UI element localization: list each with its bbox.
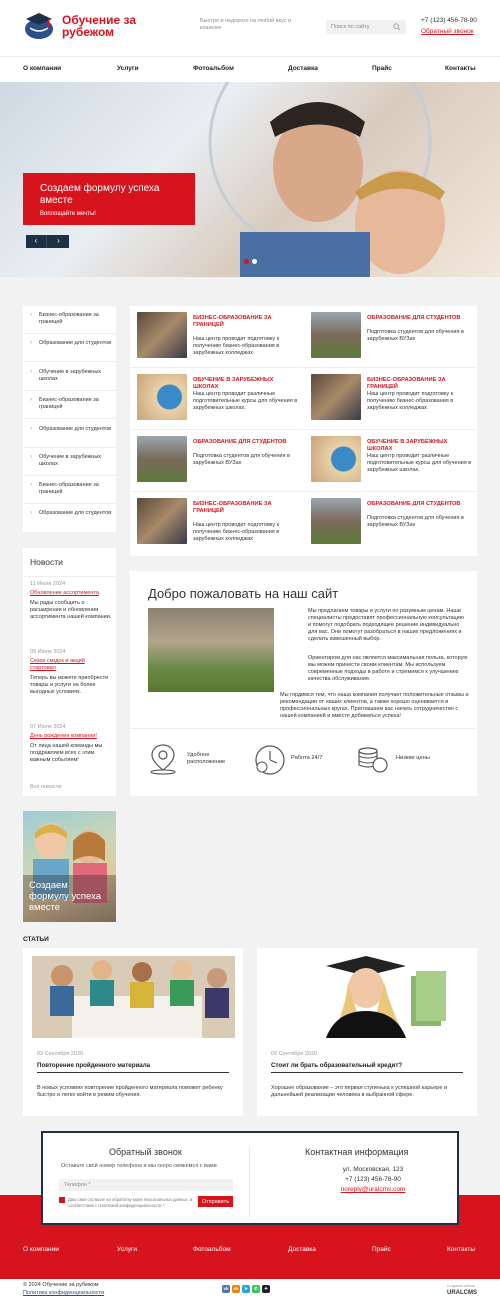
news-title-link[interactable]: День рождения компании! bbox=[30, 733, 97, 739]
service-image bbox=[137, 498, 187, 544]
ok-icon[interactable]: ok bbox=[233, 1286, 239, 1291]
article-title[interactable]: Стоит ли брать образовательный кредит? bbox=[271, 1062, 403, 1069]
article-text: В новых условиях повторение пройденного материала поможет ребенку быстро и легко войти в режим обучения. bbox=[37, 1085, 223, 1098]
welcome-paragraph: Мы предлагаем товары и услуги по разумным ценам. Наши специалисты предоставят профессиональную консультацию и помогут подобрать подходящее решение индивидуально для вас. Они помогут разобраться в наших предложениях и сделать взвешенный выбор. bbox=[308, 608, 464, 642]
article-title[interactable]: Повторение пройденного материала bbox=[37, 1062, 151, 1069]
service-text: Подготовка студентов для обучения в зарубежных ВУЗах bbox=[193, 453, 290, 466]
service-image bbox=[137, 312, 187, 358]
privacy-policy-link[interactable]: Политика конфиденциальности bbox=[23, 1290, 105, 1296]
nav-services[interactable]: Услуги bbox=[117, 65, 139, 72]
contact-phone[interactable]: +7 (123) 456-78-90 bbox=[345, 1176, 401, 1183]
service-title[interactable]: ОБРАЗОВАНИЕ ДЛЯ СТУДЕНТОВ bbox=[367, 315, 461, 321]
whatsapp-icon[interactable]: ✆ bbox=[252, 1285, 260, 1293]
sidebar-item-label: Бизнес-образование за границей bbox=[39, 482, 99, 495]
feature-label: Удобное расположение bbox=[187, 752, 226, 765]
service-image bbox=[311, 498, 361, 544]
sidebar-item[interactable] bbox=[23, 306, 116, 334]
vk-icon[interactable]: vk bbox=[223, 1286, 229, 1291]
developer-label: Создание сайтов bbox=[447, 1284, 475, 1288]
news-date: 09 Июля 2024 bbox=[30, 649, 66, 655]
welcome-block bbox=[130, 571, 477, 796]
service-title[interactable]: БИЗНЕС-ОБРАЗОВАНИЕ ЗА ГРАНИЦЕЙ bbox=[367, 377, 446, 390]
sidebar-item-label: Обучение в зарубежных школах bbox=[39, 369, 102, 382]
callback-subtitle: Оставьте свой номер телефона и мы скоро свяжемся с вами bbox=[61, 1163, 217, 1169]
main-nav bbox=[0, 56, 500, 82]
nav-photo[interactable]: Фотоальбом bbox=[193, 65, 234, 72]
service-text: Наш центр проводит подготовку к получению бизнес-образования в зарубежных колледжах bbox=[193, 336, 280, 356]
nav-about[interactable]: О компании bbox=[23, 65, 62, 72]
chevron-right-icon: › bbox=[30, 454, 32, 460]
logo-text[interactable]: Обучение за рубежом bbox=[62, 13, 137, 39]
news-date: 07 Июля 2024 bbox=[30, 724, 66, 730]
sidebar-item-label: Обучение в зарубежных школах bbox=[39, 454, 102, 467]
sidebar-item[interactable] bbox=[23, 448, 116, 476]
slider-prev-button[interactable]: ‹ bbox=[26, 235, 47, 248]
service-image bbox=[137, 436, 187, 482]
slider-arrows bbox=[26, 235, 69, 248]
service-text: Наш центр проводит подготовку к получению бизнес-образования в зарубежных колледжах bbox=[193, 522, 280, 542]
telegram-icon[interactable]: ➤ bbox=[242, 1285, 250, 1293]
service-text: Наш центр проводит различные подготовительные курсы для обучения в зарубежных школах. bbox=[367, 453, 472, 473]
clock-24-icon bbox=[253, 743, 287, 777]
divider bbox=[130, 728, 477, 729]
service-card[interactable] bbox=[130, 492, 303, 554]
sidebar-item-label: Образование для студентов bbox=[39, 510, 112, 516]
logo-icon[interactable] bbox=[22, 10, 56, 40]
hero-caption bbox=[23, 173, 195, 225]
service-card[interactable] bbox=[304, 430, 477, 492]
news-date: 11 Июля 2024 bbox=[30, 581, 66, 587]
slider-dot-active[interactable] bbox=[244, 259, 249, 264]
divider bbox=[23, 576, 116, 577]
nav-contacts[interactable]: Контакты bbox=[445, 65, 476, 72]
consent-text: Даю свое согласие на обработку моих персональных данных, в соответствии с политикой конфиденциальности * bbox=[68, 1197, 193, 1208]
chevron-right-icon: › bbox=[30, 426, 32, 432]
service-card[interactable] bbox=[304, 492, 477, 554]
article-image bbox=[32, 956, 235, 1038]
service-text: Подготовка студентов для обучения в зарубежных ВУЗах bbox=[367, 515, 464, 528]
service-title[interactable]: БИЗНЕС-ОБРАЗОВАНИЕ ЗА ГРАНИЦЕЙ bbox=[193, 315, 272, 328]
welcome-paragraph: Ориентиром для нас является максимальная польза, которую мы можем принести своим клиентам. Мы используем современные подходы в работе и стремимся к улучшению качества обслуживания. bbox=[308, 655, 468, 682]
service-title[interactable]: ОБУЧЕНИЕ В ЗАРУБЕЖНЫХ ШКОЛАХ bbox=[367, 439, 448, 452]
contact-email[interactable]: noreply@uralcms.com bbox=[340, 1186, 406, 1193]
chevron-right-icon: › bbox=[30, 340, 32, 346]
welcome-image bbox=[148, 608, 274, 692]
article-date: 03 Сентября 2020 bbox=[271, 1051, 318, 1057]
news-item bbox=[30, 649, 112, 696]
header-phone[interactable]: +7 (123) 456-78-90 bbox=[421, 17, 477, 24]
service-card[interactable] bbox=[130, 306, 303, 368]
coins-icon bbox=[356, 743, 390, 775]
phone-field[interactable] bbox=[59, 1179, 233, 1191]
service-card[interactable] bbox=[304, 306, 477, 368]
hero-title: Создаем формулу успеха вместе bbox=[40, 183, 160, 206]
article-image bbox=[266, 956, 469, 1038]
divider bbox=[37, 1072, 229, 1073]
chevron-right-icon: › bbox=[30, 397, 32, 403]
promo-banner[interactable] bbox=[23, 811, 116, 922]
submit-button[interactable]: Отправить bbox=[198, 1196, 233, 1207]
sidebar-item-label: Образование для студентов bbox=[39, 340, 112, 346]
service-image bbox=[311, 312, 361, 358]
callback-link[interactable]: Обратный звонок bbox=[421, 28, 474, 35]
service-card[interactable] bbox=[130, 368, 303, 430]
sidebar-item[interactable] bbox=[23, 420, 116, 448]
news-title-link[interactable]: Обновление ассортимента bbox=[30, 590, 99, 596]
service-image bbox=[137, 374, 187, 420]
location-pin-icon bbox=[148, 743, 178, 775]
news-item bbox=[30, 581, 112, 621]
feature-label: Низкие цены bbox=[396, 755, 430, 761]
service-text: Подготовка студентов для обучения в зарубежных ВУЗах bbox=[367, 329, 464, 342]
footer-nav-contacts[interactable]: Контакты bbox=[447, 1246, 476, 1253]
chevron-right-icon: › bbox=[30, 312, 32, 318]
developer-logo[interactable]: URALCMS bbox=[447, 1290, 477, 1296]
divider bbox=[249, 1147, 250, 1217]
welcome-paragraph: Мы гордимся тем, что наша компания получает положительные отзывы и рекомендации от наших клиентов, а также хорошо оценивается в профессиональных кругах. Приглашаем вас начать сотрудничество с нашей компанией и вместе добиваться успеха! bbox=[280, 692, 469, 719]
service-text: Наш центр проводит подготовку к получению бизнес-образования в зарубежных колледжах bbox=[367, 391, 454, 411]
footer-nav-services[interactable]: Услуги bbox=[117, 1246, 137, 1253]
hero-subtitle: Воплощайте мечты! bbox=[40, 211, 96, 217]
sidebar-item-label: Бизнес-образование за границей bbox=[39, 312, 99, 325]
chevron-right-icon: › bbox=[30, 369, 32, 375]
service-title[interactable]: ОБРАЗОВАНИЕ ДЛЯ СТУДЕНТОВ bbox=[367, 501, 461, 507]
footer-nav-price[interactable]: Прайс bbox=[372, 1246, 391, 1253]
contact-address: ул. Московская, 123 bbox=[342, 1166, 404, 1173]
service-title[interactable]: ОБРАЗОВАНИЕ ДЛЯ СТУДЕНТОВ bbox=[193, 439, 287, 445]
sidebar-menu bbox=[23, 306, 116, 532]
promo-text: Создаем формулу успеха вместе bbox=[29, 880, 102, 913]
slogan: Быстро и недорого на любой вкус и кошелек bbox=[200, 18, 292, 31]
consent-checkbox[interactable] bbox=[59, 1197, 65, 1203]
search-box bbox=[326, 20, 406, 34]
sidebar-item[interactable] bbox=[23, 391, 116, 419]
news-block bbox=[23, 548, 116, 796]
callback-form bbox=[41, 1131, 459, 1225]
site-header bbox=[0, 0, 500, 56]
hero-slider bbox=[0, 82, 500, 277]
callback-title: Обратный звонок bbox=[109, 1147, 182, 1157]
sidebar-item[interactable] bbox=[23, 504, 116, 532]
footer-nav-delivery[interactable]: Доставка bbox=[288, 1246, 316, 1253]
footer-nav-about[interactable]: О компании bbox=[23, 1246, 59, 1253]
service-card[interactable] bbox=[130, 430, 303, 492]
site-footer bbox=[0, 1279, 500, 1305]
sidebar-item[interactable] bbox=[23, 334, 116, 362]
service-text: Наш центр проводит различные подготовительные курсы для обучения в зарубежных школах. bbox=[193, 391, 298, 411]
footer-nav-photo[interactable]: Фотоальбом bbox=[193, 1246, 231, 1253]
service-card[interactable] bbox=[304, 368, 477, 430]
article-card[interactable] bbox=[23, 948, 243, 1116]
sidebar-item-label: Бизнес-образование за границей bbox=[39, 397, 99, 410]
sidebar-item[interactable] bbox=[23, 363, 116, 391]
search-input[interactable] bbox=[331, 23, 391, 31]
services-grid bbox=[130, 306, 477, 556]
news-text: Мы рады сообщить о расширении и обновлении ассортимента нашей компании. bbox=[30, 600, 112, 620]
sidebar-item-label: Образование для студентов bbox=[39, 426, 112, 432]
slider-dot[interactable] bbox=[252, 259, 257, 264]
service-image bbox=[311, 374, 361, 420]
divider bbox=[271, 1072, 463, 1073]
all-news-link[interactable]: Все новости bbox=[30, 784, 62, 790]
news-item bbox=[30, 724, 112, 764]
copyright: © 2024 Обучение за рубежом bbox=[23, 1282, 99, 1288]
nav-price[interactable]: Прайс bbox=[372, 65, 392, 72]
news-heading: Новости bbox=[30, 557, 63, 567]
nav-delivery[interactable]: Доставка bbox=[288, 65, 318, 72]
feature-label: Работа 24/7 bbox=[291, 755, 323, 761]
news-text: От лица нашей команды мы поздравляем всех с этим важным событием! bbox=[30, 743, 103, 763]
articles-heading: СТАТЬИ bbox=[23, 936, 49, 943]
welcome-heading: Добро пожаловать на наш сайт bbox=[148, 586, 339, 601]
chevron-right-icon: › bbox=[30, 482, 32, 488]
article-card[interactable] bbox=[257, 948, 477, 1116]
service-title[interactable]: ОБУЧЕНИЕ В ЗАРУБЕЖНЫХ ШКОЛАХ bbox=[193, 377, 274, 390]
service-image bbox=[311, 436, 361, 482]
slider-next-button[interactable]: › bbox=[57, 236, 60, 245]
news-title-link[interactable]: Сезон скидок и акций стартовал bbox=[30, 658, 85, 671]
article-date: 03 Сентября 2020 bbox=[37, 1051, 84, 1057]
article-text: Хорошее образование – это первая ступенька к успешной карьере и дальнейшей реализации человека в выбранной сфере. bbox=[271, 1085, 448, 1098]
sidebar-item[interactable] bbox=[23, 476, 116, 504]
chevron-right-icon: › bbox=[30, 510, 32, 516]
contacts-title: Контактная информация bbox=[305, 1147, 409, 1157]
news-text: Теперь вы можете приобрести товары и услуги на более выгодных условиях. bbox=[30, 675, 109, 695]
service-title[interactable]: БИЗНЕС-ОБРАЗОВАНИЕ ЗА ГРАНИЦЕЙ bbox=[193, 501, 272, 514]
search-icon[interactable] bbox=[393, 23, 401, 31]
dzen-icon[interactable]: ✦ bbox=[262, 1285, 270, 1293]
